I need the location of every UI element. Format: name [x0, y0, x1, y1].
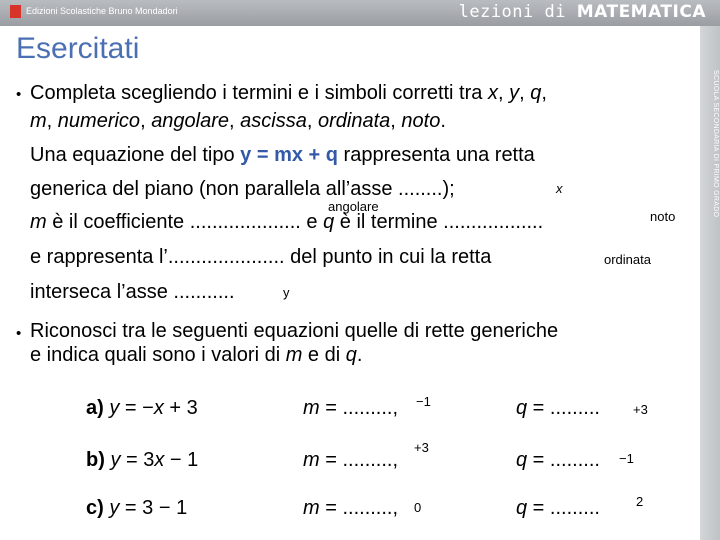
- row-c-m: m = .........,: [303, 497, 399, 519]
- ex1-line-3: Una equazione del tipo y = mx + q rappresenta una retta: [30, 144, 535, 166]
- ex1-line-2: m, numerico, angolare, ascissa, ordinata, noto.: [30, 110, 446, 132]
- ex2-line-1: Riconosci tra le seguenti equazioni quelle di rette generiche: [30, 320, 559, 342]
- row-c-m-answer: 0: [414, 500, 422, 515]
- publisher-name: Edizioni Scolastiche Bruno Mondadori: [26, 6, 178, 16]
- school-level-label: SCUOLA SECONDARIA DI PRIMO GRADO: [712, 70, 719, 218]
- row-c-q: q = .........: [516, 497, 600, 519]
- bullet-2: •: [16, 325, 22, 342]
- line-equation: y = mx + q: [240, 144, 338, 166]
- ex1-line-6: e rappresenta l’..................... del punto in cui la retta: [30, 246, 492, 268]
- row-c-equation: c) y = 3 − 1: [86, 497, 188, 519]
- answer-y: y: [283, 285, 290, 300]
- ex1-line-7: interseca l’asse ...........: [30, 281, 235, 303]
- publisher-logo-icon: [10, 5, 21, 18]
- row-a-m-answer: −1: [416, 394, 431, 409]
- header-bar: [0, 0, 720, 26]
- answer-noto: noto: [650, 209, 676, 224]
- brand-prefix: lezioni di: [458, 2, 566, 22]
- row-a-q-answer: +3: [633, 402, 648, 417]
- row-b-q: q = .........: [516, 449, 600, 471]
- ex1-line-5: m è il coefficiente .................... e q è il termine ..................: [30, 211, 544, 233]
- row-b-q-answer: −1: [619, 451, 634, 466]
- row-b-m: m = .........,: [303, 449, 399, 471]
- ex2-line-2: e indica quali sono i valori di m e di q.: [30, 344, 363, 366]
- row-b-equation: b) y = 3x − 1: [86, 449, 199, 471]
- ex1-line-4: generica del piano (non parallela all’asse ........);: [30, 178, 455, 200]
- answer-x: x: [556, 181, 563, 196]
- bullet-1: •: [16, 86, 22, 103]
- side-band: [700, 26, 720, 540]
- ex1-line-1: Completa scegliendo i termini e i simboli corretti tra x, y, q,: [30, 82, 547, 104]
- row-a-m: m = .........,: [303, 397, 399, 419]
- row-c-q-answer: 2: [636, 494, 644, 509]
- answer-angolare: angolare: [328, 199, 379, 214]
- row-b-m-answer: +3: [414, 440, 429, 455]
- brand-title: [459, 2, 706, 22]
- row-a-q: q = .........: [516, 397, 600, 419]
- row-a-equation: a) y = −x + 3: [86, 397, 198, 419]
- answer-ordinata: ordinata: [604, 252, 651, 267]
- brand-main: MATEMATICA: [576, 2, 706, 22]
- page-title: Esercitati: [16, 32, 140, 65]
